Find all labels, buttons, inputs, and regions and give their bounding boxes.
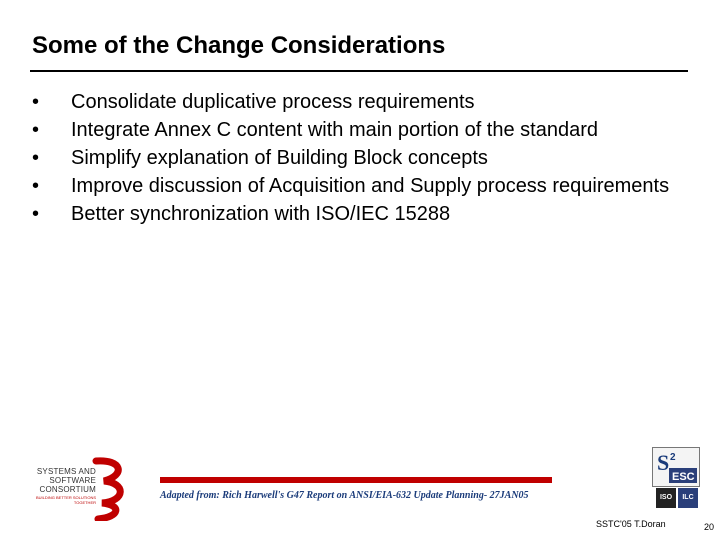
svg-text:ESC: ESC	[672, 471, 695, 483]
bullet-item	[32, 174, 672, 198]
iso-ilc-logos	[656, 488, 700, 510]
svg-text:2: 2	[670, 452, 676, 463]
source-footnote: Adapted from: Rich Harwell's G47 Report on ANSI/EIA-632 Update Planning- 27JAN05	[160, 490, 529, 501]
bullet-glyph: •	[32, 119, 40, 141]
iso-logo: ISO	[656, 488, 676, 508]
svg-text:S: S	[657, 450, 670, 475]
bullet-text: Consolidate duplicative process requirements	[71, 91, 475, 113]
title-underline	[30, 70, 688, 72]
ssc-logo-name: SYSTEMS AND SOFTWARE CONSORTIUM	[36, 467, 96, 494]
page-number: 20	[704, 522, 715, 532]
bullet-text: Integrate Annex C content with main portion of the standard	[71, 119, 598, 141]
ssc-logo	[30, 457, 130, 523]
bullet-item	[32, 202, 672, 226]
ssc-logo-tagline: BUILDING BETTER SOLUTIONS TOGETHER	[35, 495, 96, 505]
author-credit: SSTC'05 T.Doran	[596, 519, 666, 529]
bullet-text: Improve discussion of Acquisition and Supply process requirements	[71, 175, 670, 197]
footer-accent-bar	[160, 477, 552, 483]
s2esc-icon	[653, 448, 699, 486]
bullet-item	[32, 118, 672, 142]
slide-title: Some of the Change Considerations	[32, 32, 446, 59]
bullet-item	[32, 146, 672, 170]
bullet-item	[32, 90, 672, 114]
ilc-logo: ILC	[678, 488, 698, 508]
swirl-icon	[92, 457, 128, 521]
bullet-glyph: •	[32, 91, 40, 113]
bullet-glyph: •	[32, 147, 40, 169]
bullet-glyph: •	[32, 175, 40, 197]
s2esc-logo	[652, 447, 700, 487]
bullet-text: Better synchronization with ISO/IEC 15288	[71, 203, 451, 225]
bullet-list	[32, 90, 672, 230]
bullet-text: Simplify explanation of Building Block concepts	[71, 147, 488, 169]
bullet-glyph: •	[32, 203, 40, 225]
